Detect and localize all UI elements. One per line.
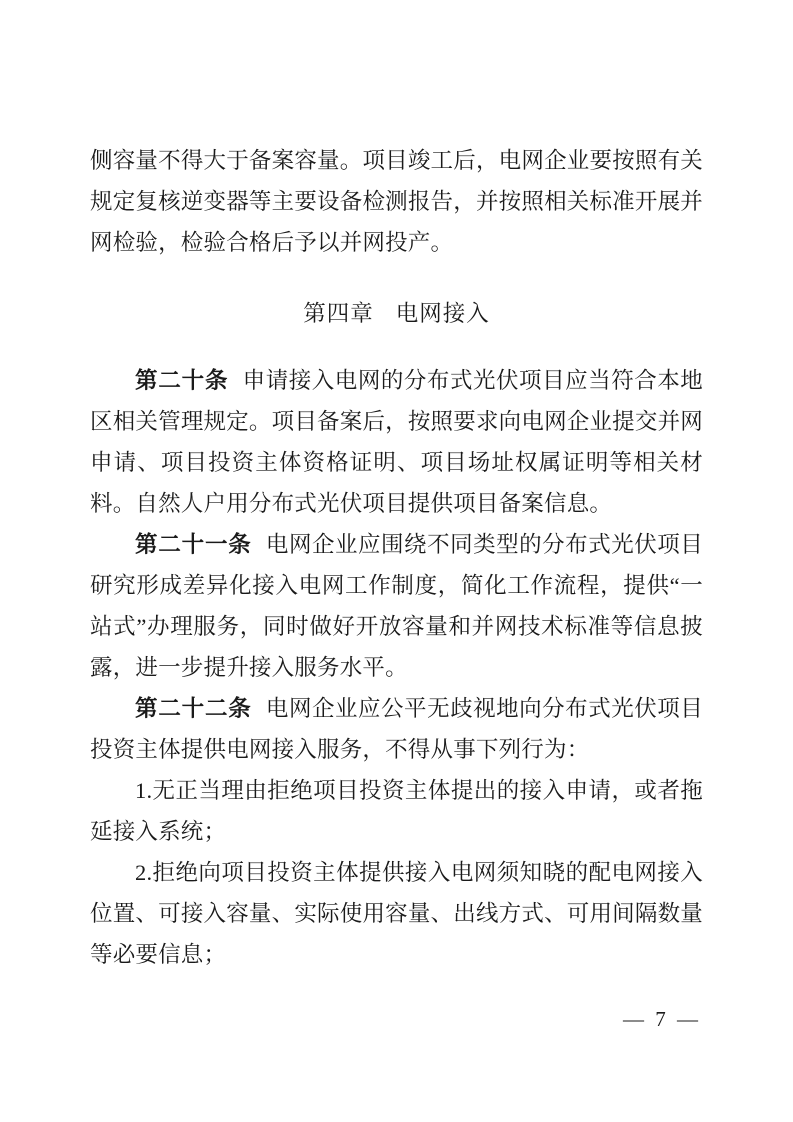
article-22-label: 第二十二条 (135, 696, 252, 721)
article-20-text: 申请接入电网的分布式光伏项目应当符合本地区相关管理规定。项目备案后，按照要求向电网企业提交并网申请、项目投资主体资格证明、项目场址权属证明等相关材料。自然人户用分布式光伏项目提供项目备案信息。 (90, 368, 703, 516)
page-number: — 7 — (623, 1007, 701, 1031)
article-20 (90, 360, 703, 524)
article-22-text: 电网企业应公平无歧视地向分布式光伏项目投资主体提供电网接入服务，不得从事下列行为： (90, 696, 703, 762)
article-21-text: 电网企业应围绕不同类型的分布式光伏项目研究形成差异化接入电网工作制度，简化工作流程，提供“一站式”办理服务，同时做好开放容量和并网技术标准等信息披露，进一步提升接入服务水平。 (90, 532, 703, 680)
list-item-2: 2.拒绝向项目投资主体提供接入电网须知晓的配电网接入位置、可接入容量、实际使用容量、出线方式、可用间隔数量等必要信息； (90, 860, 703, 967)
article-21 (90, 524, 703, 688)
paragraph-continued: 侧容量不得大于备案容量。项目竣工后，电网企业要按照有关规定复核逆变器等主要设备检测报告，并按照相关标准开展并网检验，检验合格后予以并网投产。 (90, 148, 703, 255)
chapter-number: 第四章 (303, 301, 374, 326)
chapter-title: 电网接入 (395, 301, 490, 326)
chapter-heading (90, 293, 703, 334)
article-20-label: 第二十条 (135, 368, 229, 393)
document-body (90, 140, 703, 975)
article-22 (90, 688, 703, 770)
article-21-label: 第二十一条 (135, 532, 252, 557)
list-item-1: 1.无正当理由拒绝项目投资主体提出的接入申请，或者拖延接入系统； (90, 778, 703, 844)
